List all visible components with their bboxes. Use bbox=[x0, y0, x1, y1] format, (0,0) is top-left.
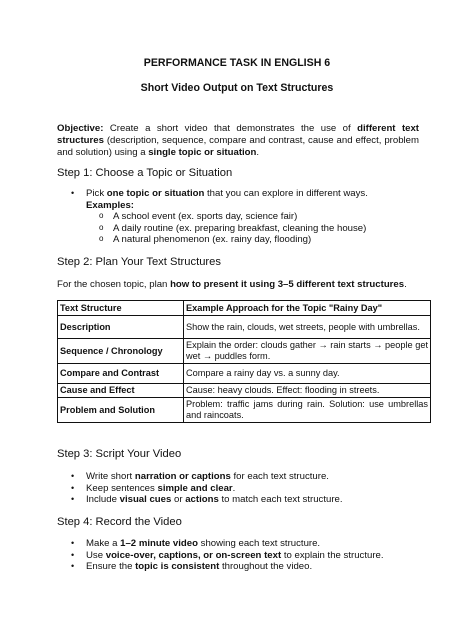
objective-emphasis: single topic or situation bbox=[148, 147, 257, 158]
item-emphasis: voice-over, captions, or on-screen text bbox=[105, 549, 282, 561]
item-text: Use bbox=[86, 549, 106, 561]
example-cell: Compare a rainy day vs. a sunny day. bbox=[184, 364, 431, 384]
list-item bbox=[57, 471, 419, 483]
step3-list bbox=[57, 471, 419, 506]
document-title: PERFORMANCE TASK IN ENGLISH 6 bbox=[143, 57, 331, 69]
item-emphasis: topic is consistent bbox=[135, 561, 220, 572]
example-cell: Problem: traffic jams during rain. Solution: use umbrellas and raincoats. bbox=[184, 398, 431, 423]
item-text: Write short bbox=[86, 471, 135, 482]
list-item bbox=[57, 188, 419, 246]
item-text: . bbox=[232, 482, 236, 494]
list-item bbox=[57, 494, 419, 506]
document-subtitle: Short Video Output on Text Structures bbox=[140, 82, 334, 94]
examples-label: Examples: bbox=[86, 199, 134, 211]
step1-heading: Step 1: Choose a Topic or Situation bbox=[57, 167, 233, 179]
intro-text: For the chosen topic, plan bbox=[57, 279, 171, 290]
text-structures-table bbox=[57, 300, 431, 423]
list-item bbox=[57, 483, 419, 495]
step2-intro bbox=[57, 279, 419, 291]
item-text: Make a bbox=[86, 538, 121, 549]
structure-cell: Compare and Contrast bbox=[58, 364, 184, 384]
step3-heading: Step 3: Script Your Video bbox=[57, 448, 182, 460]
intro-text: . bbox=[404, 279, 407, 290]
item-text: Include bbox=[86, 494, 120, 505]
table-row bbox=[58, 364, 431, 384]
example-cell: Explain the order: clouds gather → rain starts → people get wet → puddles form. bbox=[184, 339, 431, 364]
example-item: o A daily routine (ex. preparing breakfast, cleaning the house) bbox=[86, 223, 419, 235]
objective-emphasis: different text structures bbox=[57, 123, 420, 146]
step2-heading: Step 2: Plan Your Text Structures bbox=[57, 256, 221, 268]
example-item: o A natural phenomenon (ex. rainy day, flooding) bbox=[86, 234, 419, 246]
item-text: Ensure the bbox=[86, 561, 136, 572]
column-header: Text Structure bbox=[58, 301, 184, 316]
table-header-row bbox=[58, 301, 431, 316]
table-row bbox=[58, 339, 431, 364]
objective-text: (description, sequence, compare and contrast, cause and effect, problem and solution) using a bbox=[57, 135, 419, 158]
item-emphasis: actions bbox=[185, 494, 219, 505]
structure-cell: Cause and Effect bbox=[58, 384, 184, 398]
item-emphasis: 1–2 minute video bbox=[120, 538, 198, 549]
step4-heading: Step 4: Record the Video bbox=[57, 516, 182, 528]
item-text: or bbox=[171, 494, 186, 505]
step4-list bbox=[57, 538, 419, 573]
objective-label: Objective: bbox=[57, 123, 104, 134]
column-header: Example Approach for the Topic "Rainy Day" bbox=[184, 301, 431, 316]
structure-cell: Sequence / Chronology bbox=[58, 339, 184, 364]
table-row bbox=[58, 384, 431, 398]
item-text: showing each text structure. bbox=[197, 538, 321, 549]
item-emphasis: narration or captions bbox=[134, 471, 231, 482]
list-item bbox=[57, 561, 419, 573]
item-emphasis: one topic or situation bbox=[106, 188, 205, 199]
item-text: to match each text structure. bbox=[218, 494, 343, 505]
structure-cell: Description bbox=[58, 316, 184, 339]
list-item bbox=[57, 538, 419, 550]
item-text: throughout the video. bbox=[219, 561, 313, 572]
item-text: that you can explore in different ways. bbox=[204, 188, 368, 199]
step1-list bbox=[57, 188, 419, 246]
examples-list bbox=[86, 211, 419, 246]
objective-text: . bbox=[256, 147, 260, 158]
example-item: o A school event (ex. sports day, science fair) bbox=[86, 211, 419, 223]
item-text: Pick bbox=[86, 188, 107, 199]
structure-cell: Problem and Solution bbox=[58, 398, 184, 423]
item-emphasis: visual cues bbox=[119, 494, 172, 505]
objective-text: Create a short video that demonstrates the use of bbox=[103, 123, 358, 134]
example-cell: Cause: heavy clouds. Effect: flooding in streets. bbox=[184, 384, 431, 398]
objective-paragraph bbox=[57, 123, 419, 159]
item-emphasis: simple and clear bbox=[157, 482, 233, 494]
intro-emphasis: how to present it using 3–5 different text structures bbox=[170, 279, 405, 290]
table-row bbox=[58, 398, 431, 423]
example-cell: Show the rain, clouds, wet streets, people with umbrellas. bbox=[184, 316, 431, 339]
list-item bbox=[57, 550, 419, 562]
item-text: to explain the structure. bbox=[281, 549, 384, 561]
item-text: for each text structure. bbox=[230, 471, 329, 482]
item-text: Keep sentences bbox=[86, 482, 158, 494]
table-row bbox=[58, 316, 431, 339]
